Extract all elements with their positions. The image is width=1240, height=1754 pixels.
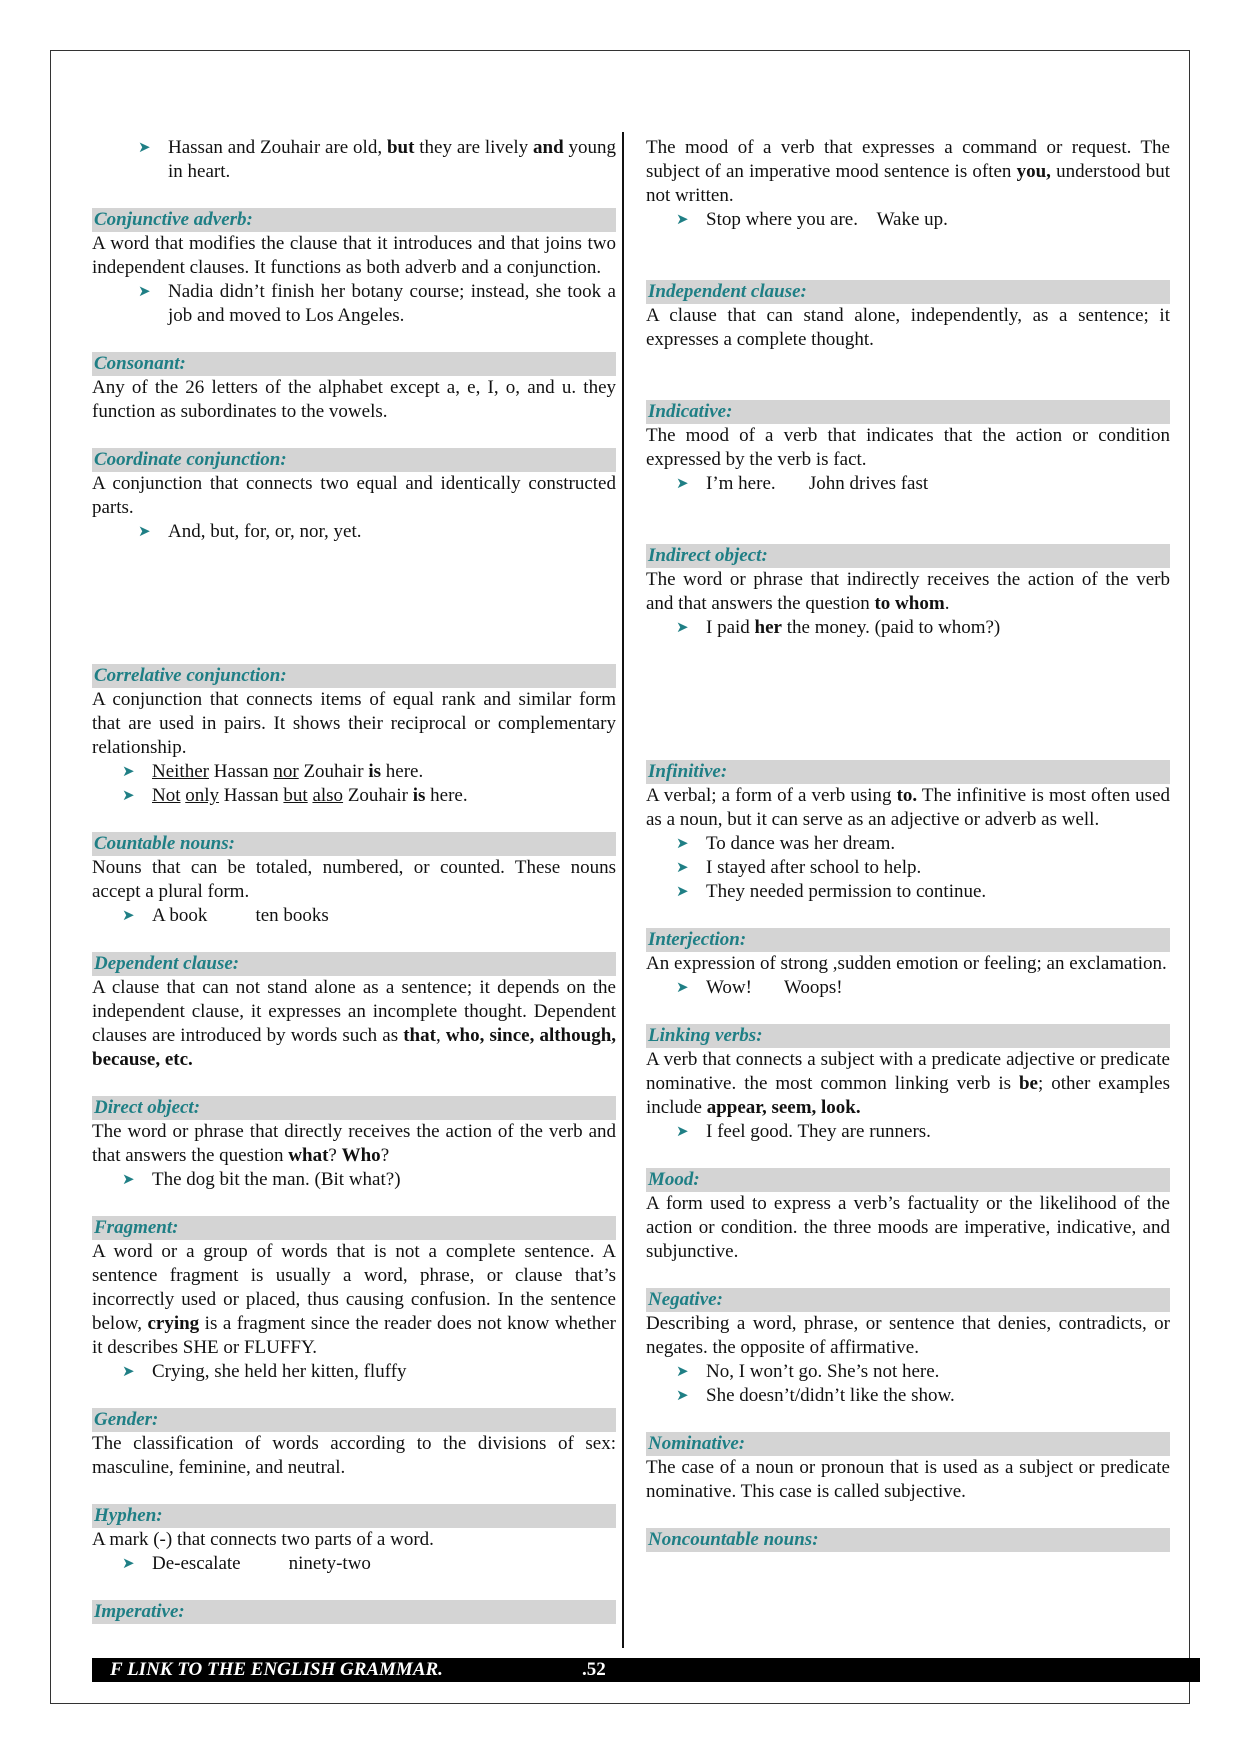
example-item: ➤ They needed permission to continue. — [676, 881, 987, 902]
example-item: ➤ I paid her the money. (paid to whom?) — [676, 617, 1001, 638]
definition: A word or a group of words that is not a complete sentence. A sentence fragment is usually a word, phrase, or clause that’s incorrectly used or placed, thus causing confusion. In the sentence below, crying is a fragment since the reader does not know whether it describes SHE or FLUFFY. — [92, 1241, 616, 1358]
arrow-bullet-icon: ➤ — [122, 908, 135, 924]
arrow-bullet-icon: ➤ — [122, 1172, 135, 1188]
arrow-bullet-icon: ➤ — [138, 524, 151, 540]
entry-mood — [646, 1168, 1170, 1264]
term-heading: Indicative: — [646, 400, 1170, 424]
example-item: ➤ Hassan and Zouhair are old, but they are lively and young in heart. — [138, 137, 616, 182]
arrow-bullet-icon: ➤ — [122, 764, 135, 780]
term-heading: Hyphen: — [92, 1504, 616, 1528]
term-heading: Consonant: — [92, 352, 616, 376]
term-heading: Linking verbs: — [646, 1024, 1170, 1048]
term-heading: Imperative: — [92, 1600, 616, 1624]
entry-conjunctive-adverb — [92, 208, 616, 328]
example-item: ➤ Not only Hassan but also Zouhair is here. — [122, 785, 468, 806]
entry-countable-nouns — [92, 832, 616, 928]
definition: A verbal; a form of a verb using to. The infinitive is most often used as a noun, but it can serve as an adjective or adverb as well. — [646, 785, 1170, 830]
arrow-bullet-icon: ➤ — [676, 1364, 689, 1380]
entry-imperative-continued — [646, 136, 1170, 232]
definition: The mood of a verb that indicates that the action or condition expressed by the verb is fact. — [646, 425, 1170, 470]
arrow-bullet-icon: ➤ — [676, 836, 689, 852]
footer-title: F LINK TO THE ENGLISH GRAMMAR. — [110, 1659, 443, 1680]
right-column — [646, 136, 1170, 1576]
arrow-bullet-icon: ➤ — [676, 980, 689, 996]
definition: The case of a noun or pronoun that is used as a subject or predicate nominative. This case is called subjective. — [646, 1457, 1170, 1502]
term-heading: Mood: — [646, 1168, 1170, 1192]
example-item: ➤ And, but, for, or, nor, yet. — [138, 521, 362, 542]
entry-indirect-object — [646, 544, 1170, 640]
term-heading: Direct object: — [92, 1096, 616, 1120]
entry-consonant — [92, 352, 616, 424]
term-heading: Gender: — [92, 1408, 616, 1432]
term-heading: Negative: — [646, 1288, 1170, 1312]
definition: A clause that can stand alone, independently, as a sentence; it expresses a complete thought. — [646, 305, 1170, 350]
example-item: ➤ Crying, she held her kitten, fluffy — [122, 1361, 407, 1382]
entry-infinitive — [646, 760, 1170, 904]
arrow-bullet-icon: ➤ — [138, 140, 151, 156]
definition: A mark (-) that connects two parts of a word. — [92, 1529, 434, 1550]
example-item: ➤ Wow! Woops! — [676, 977, 843, 998]
term-heading: Independent clause: — [646, 280, 1170, 304]
entry-gender — [92, 1408, 616, 1480]
arrow-bullet-icon: ➤ — [676, 884, 689, 900]
term-heading: Fragment: — [92, 1216, 616, 1240]
definition: Describing a word, phrase, or sentence that denies, contradicts, or negates. the opposite of affirmative. — [646, 1313, 1170, 1358]
example-item: ➤ I’m here. John drives fast — [676, 473, 929, 494]
entry-noncountable-nouns — [646, 1528, 1170, 1552]
entry-top-example — [92, 136, 616, 184]
example-item: ➤ Stop where you are. Wake up. — [676, 209, 948, 230]
definition: The classification of words according to the divisions of sex: masculine, feminine, and neutral. — [92, 1433, 616, 1478]
example-item: ➤ I feel good. They are runners. — [676, 1121, 931, 1142]
example-item: ➤ De-escalate ninety-two — [122, 1553, 371, 1574]
entry-fragment — [92, 1216, 616, 1384]
definition: Nouns that can be totaled, numbered, or counted. These nouns accept a plural form. — [92, 857, 616, 902]
term-heading: Countable nouns: — [92, 832, 616, 856]
example-item: ➤ I stayed after school to help. — [676, 857, 922, 878]
term-heading: Dependent clause: — [92, 952, 616, 976]
term-heading: Correlative conjunction: — [92, 664, 616, 688]
arrow-bullet-icon: ➤ — [676, 212, 689, 228]
arrow-bullet-icon: ➤ — [676, 860, 689, 876]
definition: A clause that can not stand alone as a sentence; it depends on the independent clause, it expresses an incomplete thought. Dependent clauses are introduced by words such as that, who, since, although, because, etc. — [92, 977, 617, 1070]
term-heading: Coordinate conjunction: — [92, 448, 616, 472]
arrow-bullet-icon: ➤ — [676, 1388, 689, 1404]
example-item: ➤ She doesn’t/didn’t like the show. — [676, 1385, 955, 1406]
definition: Any of the 26 letters of the alphabet except a, e, I, o, and u. they function as subordinates to the vowels. — [92, 377, 616, 422]
example-item: ➤ The dog bit the man. (Bit what?) — [122, 1169, 401, 1190]
example-item: ➤ Nadia didn’t finish her botany course; instead, she took a job and moved to Los Angeles. — [138, 281, 616, 326]
column-divider — [622, 132, 624, 1648]
term-heading: Indirect object: — [646, 544, 1170, 568]
example-item: ➤ No, I won’t go. She’s not here. — [676, 1361, 940, 1382]
entry-indicative — [646, 400, 1170, 496]
definition: The word or phrase that indirectly receives the action of the verb and that answers the question to whom. — [646, 569, 1170, 614]
entry-nominative — [646, 1432, 1170, 1504]
entry-coordinate-conjunction — [92, 448, 616, 544]
entry-negative — [646, 1288, 1170, 1408]
entry-hyphen — [92, 1504, 616, 1576]
arrow-bullet-icon: ➤ — [676, 1124, 689, 1140]
definition: A conjunction that connects items of equal rank and similar form that are used in pairs. It shows their reciprocal or complementary relationship. — [92, 689, 616, 758]
page-number: .52 — [582, 1659, 606, 1680]
entry-correlative-conjunction — [92, 664, 616, 808]
entry-direct-object — [92, 1096, 616, 1192]
entry-dependent-clause — [92, 952, 616, 1072]
arrow-bullet-icon: ➤ — [122, 788, 135, 804]
arrow-bullet-icon: ➤ — [676, 620, 689, 636]
arrow-bullet-icon: ➤ — [138, 284, 151, 300]
definition: A verb that connects a subject with a predicate adjective or predicate nominative. the most common linking verb is be; other examples include appear, seem, look. — [646, 1049, 1171, 1118]
example-item: ➤ To dance was her dream. — [676, 833, 896, 854]
definition: A word that modifies the clause that it introduces and that joins two independent clauses. It functions as both adverb and a conjunction. — [92, 233, 616, 278]
definition: A conjunction that connects two equal and identically constructed parts. — [92, 473, 616, 518]
definition: The mood of a verb that expresses a command or request. The subject of an imperative mood sentence is often you, understood but not written. — [646, 137, 1170, 206]
definition: A form used to express a verb’s factuality or the likelihood of the action or condition. the three moods are imperative, indicative, and subjunctive. — [646, 1193, 1170, 1262]
example-item: ➤ A book ten books — [122, 905, 329, 926]
term-heading: Nominative: — [646, 1432, 1170, 1456]
definition: An expression of strong ,sudden emotion or feeling; an exclamation. — [646, 953, 1167, 974]
entry-independent-clause — [646, 280, 1170, 352]
term-heading: Noncountable nouns: — [646, 1528, 1170, 1552]
arrow-bullet-icon: ➤ — [676, 476, 689, 492]
entry-imperative — [92, 1600, 616, 1624]
example-item: ➤ Neither Hassan nor Zouhair is here. — [122, 761, 424, 782]
definition: The word or phrase that directly receives the action of the verb and that answers the question what? Who? — [92, 1121, 616, 1166]
term-heading: Conjunctive adverb: — [92, 208, 616, 232]
term-heading: Infinitive: — [646, 760, 1170, 784]
entry-interjection — [646, 928, 1170, 1000]
arrow-bullet-icon: ➤ — [122, 1364, 135, 1380]
arrow-bullet-icon: ➤ — [122, 1556, 135, 1572]
footer-bar — [92, 1658, 1200, 1682]
entry-linking-verbs — [646, 1024, 1170, 1144]
left-column — [92, 136, 616, 1648]
term-heading: Interjection: — [646, 928, 1170, 952]
